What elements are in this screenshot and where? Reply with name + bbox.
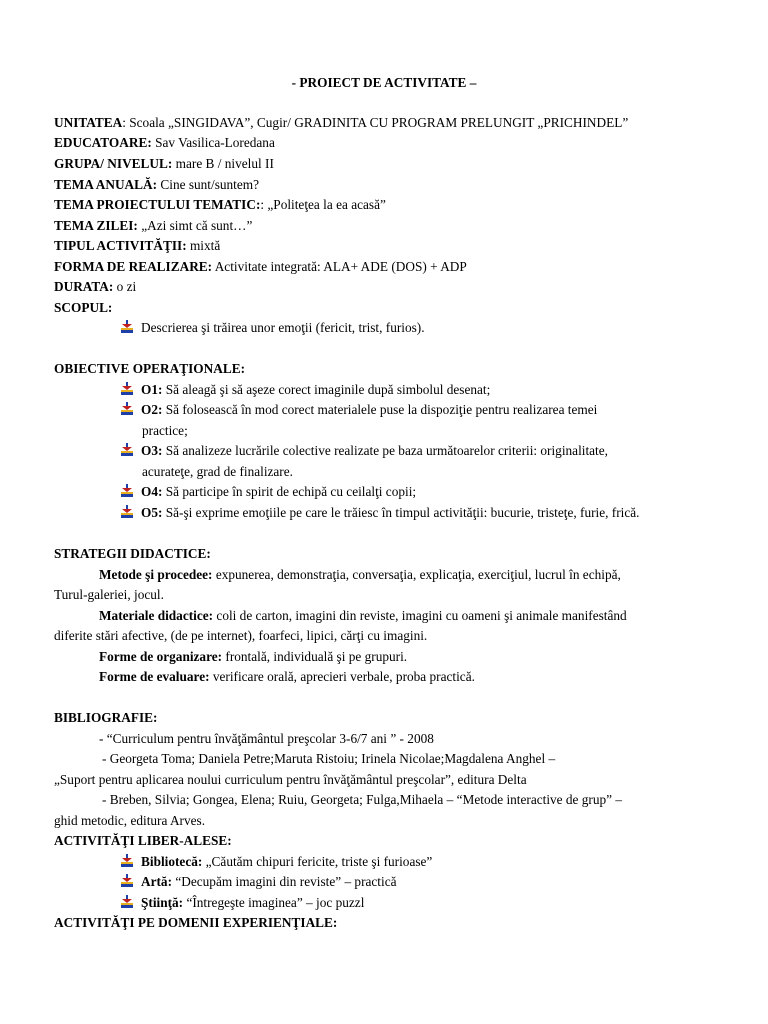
scop-item: Descrierea şi trăirea unor emoţii (fericit, trist, furios). <box>120 319 425 337</box>
bullet-icon <box>120 402 134 416</box>
materiale-line: Materiale didactice: coli de carton, imagini din reviste, imagini cu oameni şi animale manifestând <box>99 608 627 623</box>
field-tema-proiect: TEMA PROIECTULUI TEMATIC:: „Politeţea la ea acasă” <box>54 197 386 212</box>
bullet-icon <box>120 484 134 498</box>
objective-o2-cont: practice; <box>142 423 188 438</box>
bullet-icon <box>120 895 134 909</box>
ala-item-biblioteca: Bibliotecă: „Căutăm chipuri fericite, triste şi furioase” <box>120 853 432 871</box>
materiale-cont: diferite stări afective, (de pe internet), foarfeci, lipici, cărţi cu imagini. <box>54 628 428 643</box>
bullet-icon <box>120 874 134 888</box>
bib-item-1: - “Curriculum pentru învăţământul preşcolar 3-6/7 ani ” - 2008 <box>99 731 434 746</box>
field-tema-zilei: TEMA ZILEI: „Azi simt că sunt…” <box>54 218 253 233</box>
bullet-icon <box>120 854 134 868</box>
field-tema-anuala: TEMA ANUALĂ: Cine sunt/suntem? <box>54 177 260 192</box>
field-forma-realizare: FORMA DE REALIZARE: Activitate integrată: ALA+ ADE (DOS) + ADP <box>54 259 467 274</box>
ala-heading: ACTIVITĂŢI LIBER-ALESE: <box>54 833 232 848</box>
objective-o3-cont: acurateţe, grad de finalizare. <box>142 464 293 479</box>
document-title: - PROIECT DE ACTIVITATE – <box>291 75 477 90</box>
field-durata: DURATA: o zi <box>54 279 137 294</box>
bibliografie-heading: BIBLIOGRAFIE: <box>54 710 158 725</box>
evaluare-line: Forme de evaluare: verificare orală, aprecieri verbale, proba practică. <box>99 669 475 684</box>
metode-cont: Turul-galeriei, jocul. <box>54 587 164 602</box>
bullet-icon <box>120 505 134 519</box>
objective-o3: O3: Să analizeze lucrările colective realizate pe baza următoarelor criterii: originalitate, <box>120 442 608 460</box>
objective-o1: O1: Să aleagă şi să aşeze corect imaginile după simbolul desenat; <box>120 381 490 399</box>
strategii-heading: STRATEGII DIDACTICE: <box>54 546 211 561</box>
bullet-icon <box>120 382 134 396</box>
ala-item-arta: Artă: “Decupăm imagini din reviste” – practică <box>120 873 397 891</box>
field-tipul-activitatii: TIPUL ACTIVITĂŢII: mixtă <box>54 238 221 253</box>
field-educatoare: EDUCATOARE: Sav Vasilica-Loredana <box>54 135 275 150</box>
ala-item-stiinta: Ştiinţă: “Întregeşte imaginea” – joc puzzl <box>120 894 364 912</box>
metode-line: Metode şi procedee: expunerea, demonstraţia, conversaţia, explicaţia, exerciţiul, lucrul în echipă, <box>99 567 621 582</box>
bullet-icon <box>120 320 134 334</box>
ade-heading: ACTIVITĂŢI PE DOMENII EXPERIENŢIALE: <box>54 915 338 930</box>
objective-o5: O5: Să-şi exprime emoţiile pe care le trăiesc în timpul activităţii: bucurie, tristeţe, furie, frică. <box>120 504 639 522</box>
field-scopul: SCOPUL: <box>54 300 113 315</box>
bib-item-2: - Georgeta Toma; Daniela Petre;Maruta Ristoiu; Irinela Nicolae;Magdalena Anghel – <box>102 751 556 766</box>
objective-o2: O2: Să folosească în mod corect materialele puse la dispoziţie pentru realizarea temei <box>120 401 597 419</box>
bib-item-3: - Breben, Silvia; Gongea, Elena; Ruiu, Georgeta; Fulga,Mihaela – “Metode interactive de grup” – <box>102 792 623 807</box>
bib-item-3-cont: ghid metodic, editura Arves. <box>54 813 206 828</box>
obiective-heading: OBIECTIVE OPERAŢIONALE: <box>54 361 245 376</box>
field-unitatea: UNITATEA: Scoala „SINGIDAVA”, Cugir/ GRADINITA CU PROGRAM PRELUNGIT „PRICHINDEL” <box>54 115 629 130</box>
bib-item-2-cont: „Suport pentru aplicarea noului curriculum pentru învăţământul preşcolar”, editura Delta <box>54 772 527 787</box>
field-grupa: GRUPA/ NIVELUL: mare B / nivelul II <box>54 156 274 171</box>
objective-o4: O4: Să participe în spirit de echipă cu ceilalţi copii; <box>120 483 416 501</box>
organizare-line: Forme de organizare: frontală, individuală şi pe grupuri. <box>99 649 408 664</box>
bullet-icon <box>120 443 134 457</box>
